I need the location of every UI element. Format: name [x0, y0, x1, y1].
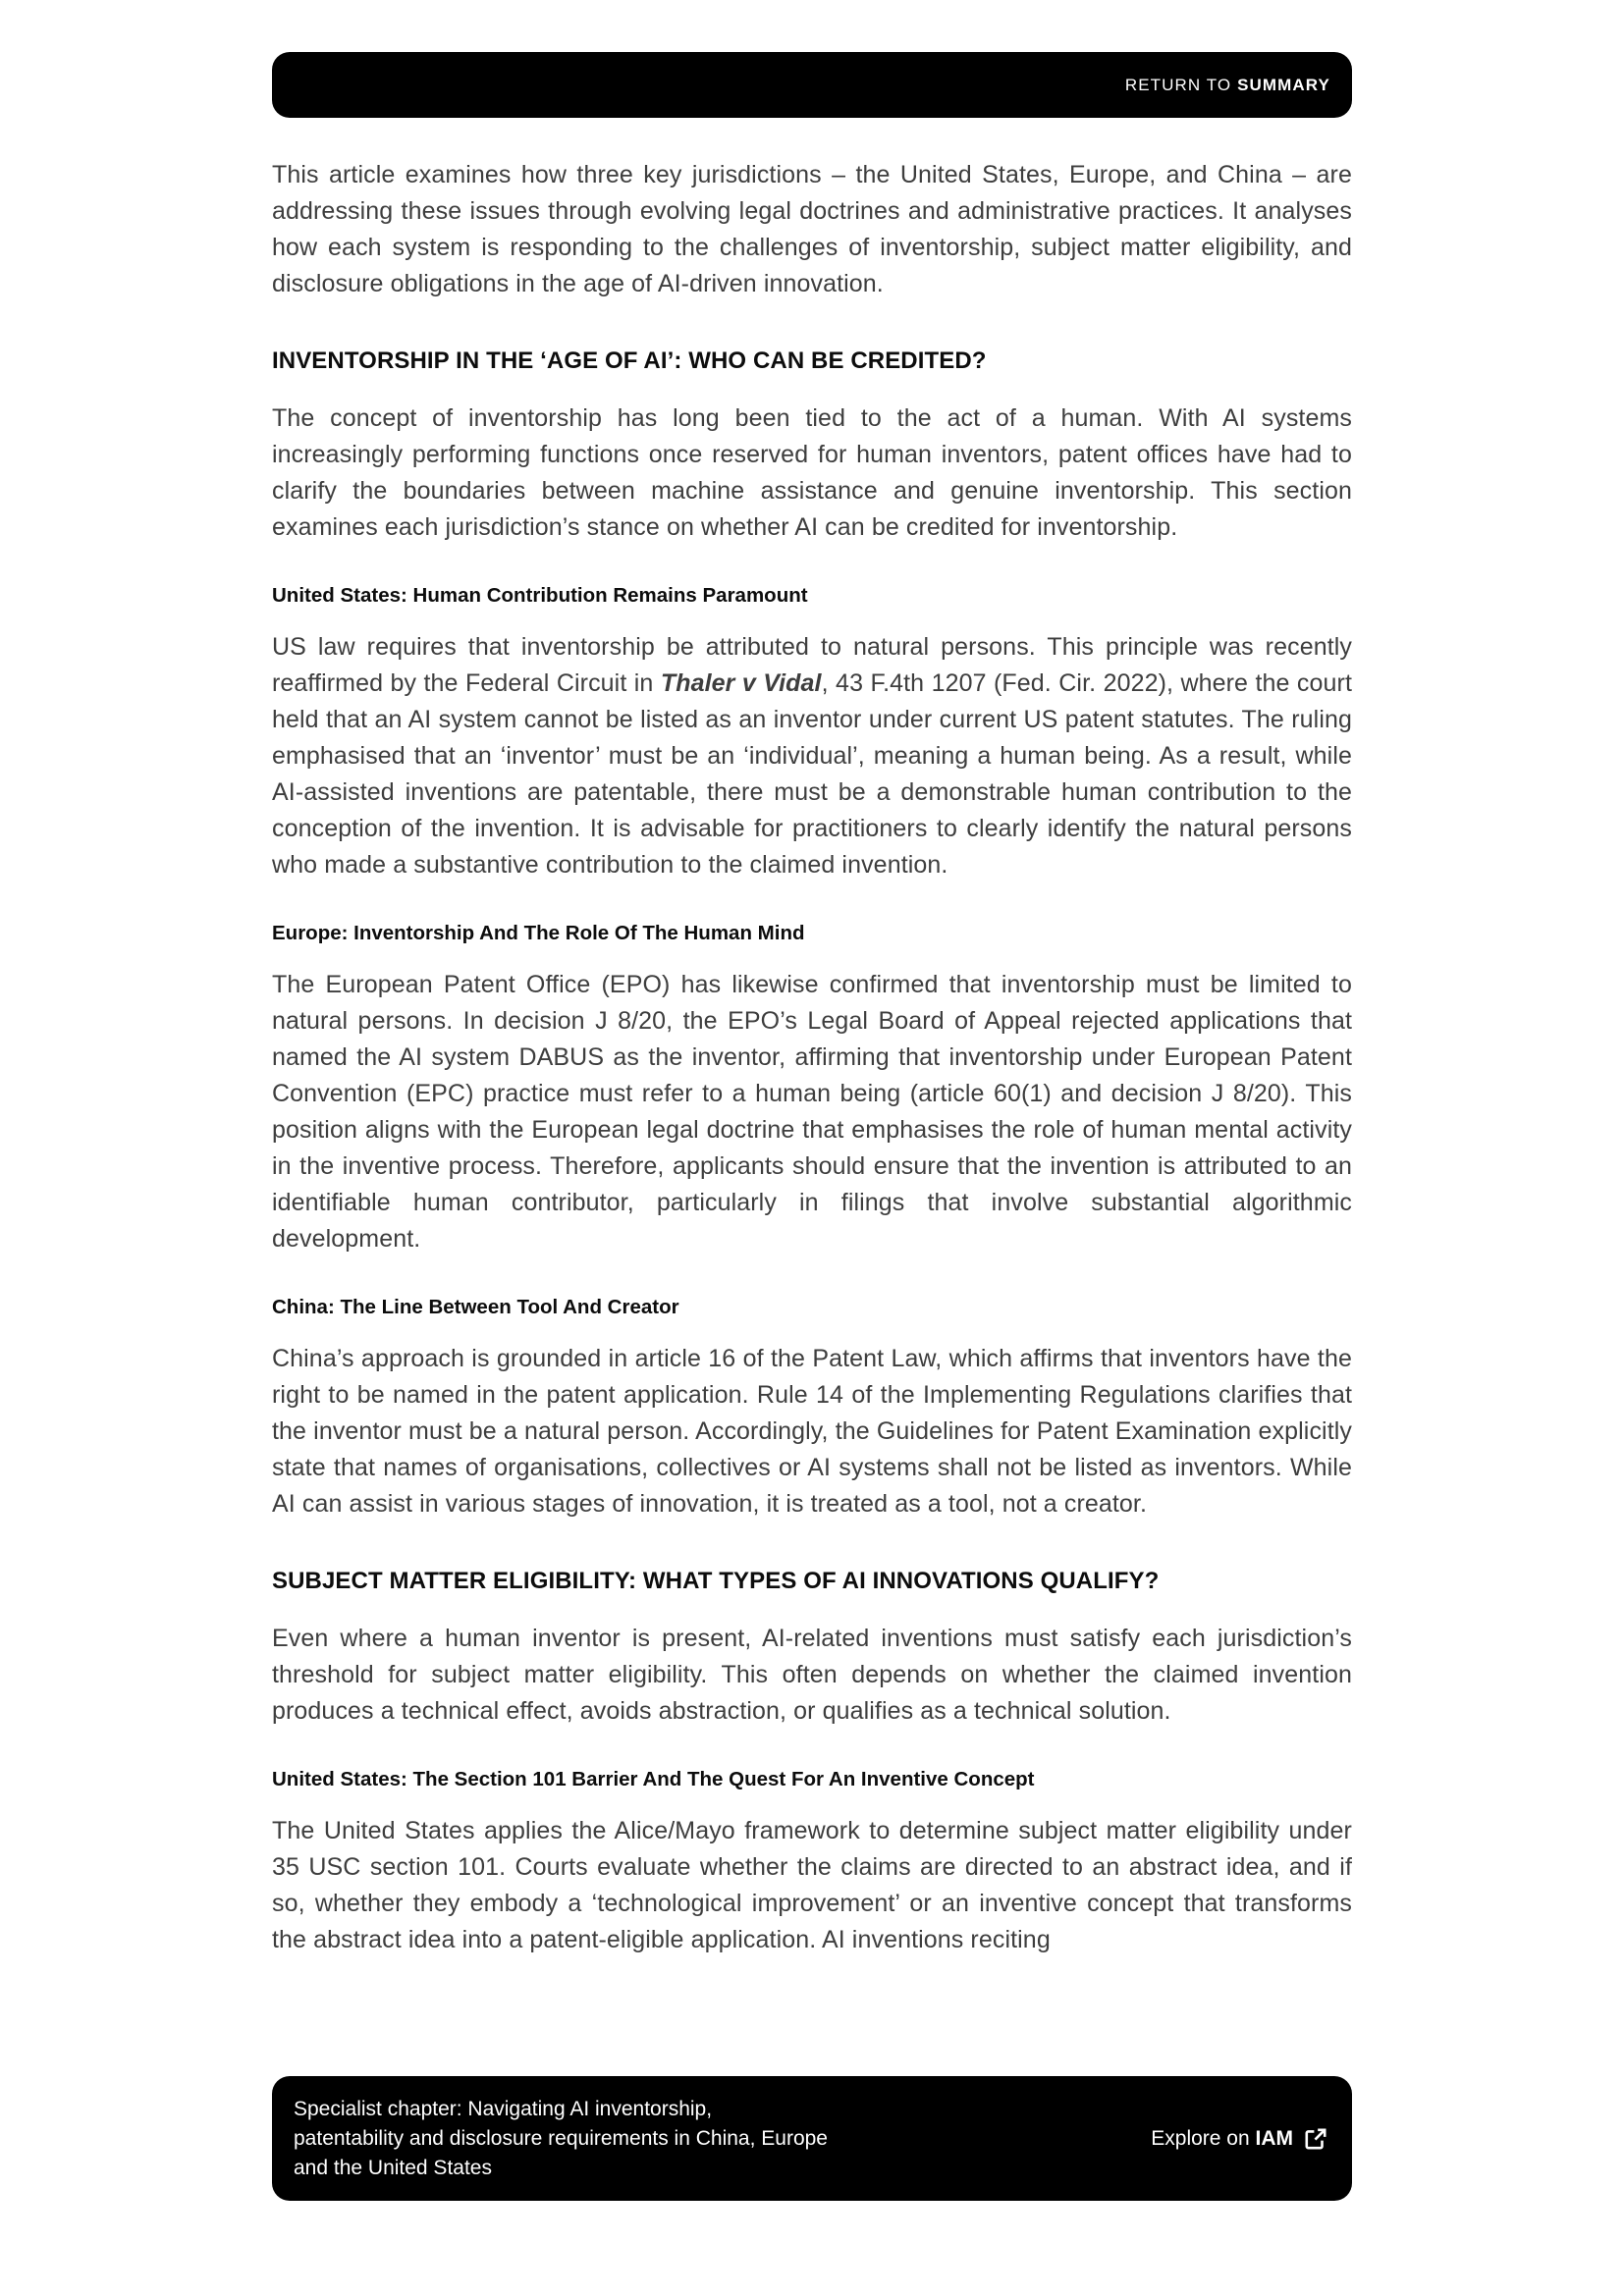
subheading-europe-human-mind: Europe: Inventorship And The Role Of The Human Mind [272, 922, 805, 944]
return-to-summary-label [1125, 76, 1330, 95]
us-paragraph-before-case: US law requires that inventorship be attributed to natural persons. This principle was recently reaffirmed by the Federal Circuit in [272, 633, 1352, 697]
section-heading-inventorship: INVENTORSHIP IN THE ‘AGE OF AI’: WHO CAN BE CREDITED? [272, 347, 987, 374]
us-paragraph-after-case: , 43 F.4th 1207 (Fed. Cir. 2022), where the court held that an AI system cannot be listed as an inventor under current US patent statutes. The ruling emphasised that an ‘inventor’ must be an ‘individual’, meaning a human being. As a result, while AI-assisted inventions are patentable, there must be a demonstrable human contribution to the conception of the invention. It is advisable for practitioners to clearly identify the natural persons who made a substantive contribution to the claimed invention. [272, 669, 1352, 879]
subheading-us-section-101: United States: The Section 101 Barrier And The Quest For An Inventive Concept [272, 1768, 1035, 1790]
case-citation-thaler-v-vidal: Thaler v Vidal [660, 669, 822, 697]
subject-matter-lead-paragraph: Even where a human inventor is present, AI-related inventions must satisfy each jurisdiction’s threshold for subject matter eligibility. This often depends on whether the claimed invention produces a technical effect, avoids abstraction, or qualifies as a technical solution. [272, 1625, 1352, 1725]
external-link-icon [1303, 2126, 1328, 2152]
explore-on-text: Explore on [1151, 2126, 1256, 2150]
subheading-us-contribution: United States: Human Contribution Remains Paramount [272, 584, 808, 607]
chapter-title-line: and the United States [294, 2156, 492, 2179]
chapter-title [294, 2095, 828, 2183]
inventorship-lead-paragraph: The concept of inventorship has long been tied to the act of a human. With AI systems increasingly performing functions once reserved for human inventors, patent offices have had to clarify the boundaries between machine assistance and genuine inventorship. This section examines each jurisdiction’s stance on whether AI can be credited for inventorship. [272, 404, 1352, 541]
chapter-title-line: patentability and disclosure requirements in China, Europe [294, 2126, 828, 2150]
summary-text: SUMMARY [1237, 75, 1330, 94]
footer-bar [272, 2076, 1352, 2201]
iam-brand-text: IAM [1255, 2126, 1293, 2150]
return-to-text: RETURN TO [1124, 75, 1238, 94]
europe-paragraph: The European Patent Office (EPO) has likewise confirmed that inventorship must be limited to natural persons. In decision J 8/20, the EPO’s Legal Board of Appeal rejected applications that named the AI system DABUS as the inventor, affirming that inventorship under European Patent Convention (EPC) practice must refer to a human being (article 60(1) and decision J 8/20). This position aligns with the European legal doctrine that emphasises the role of human mental activity in the inventive process. Therefore, applicants should ensure that the invention is attributed to an identifiable human contributor, particularly in filings that involve substantial algorithmic development. [272, 971, 1352, 1253]
return-to-summary-button[interactable] [272, 52, 1352, 118]
section-heading-subject-matter: SUBJECT MATTER ELIGIBILITY: WHAT TYPES OF AI INNOVATIONS QUALIFY? [272, 1568, 1160, 1594]
china-paragraph: China’s approach is grounded in article 16 of the Patent Law, which affirms that inventors have the right to be named in the patent application. Rule 14 of the Implementing Regulations clarifies that the inventor must be a natural person. Accordingly, the Guidelines for Patent Examination explicitly state that names of organisations, collectives or AI systems shall not be listed as inventors. While AI can assist in various stages of innovation, it is treated as a tool, not a creator. [272, 1345, 1352, 1518]
chapter-title-line: Specialist chapter: Navigating AI inventorship, [294, 2097, 713, 2120]
intro-paragraph: This article examines how three key jurisdictions – the United States, Europe, and China – are addressing these issues through evolving legal doctrines and administrative practices. It analyses how each system is responding to the challenges of inventorship, subject matter eligibility, and disclosure obligations in the age of AI-driven innovation. [272, 161, 1352, 297]
us-section-101-paragraph: The United States applies the Alice/Mayo framework to determine subject matter eligibility under 35 USC section 101. Courts evaluate whether the claims are directed to an abstract idea, and if so, whether they embody a ‘technological improvement’ or an inventive concept that transforms the abstract idea into a patent-eligible application. AI inventions reciting [272, 1817, 1352, 1953]
us-contribution-paragraph [272, 629, 1352, 883]
subheading-china-tool-creator: China: The Line Between Tool And Creator [272, 1296, 679, 1318]
explore-on-iam-link[interactable] [1151, 2126, 1328, 2152]
article-body [272, 157, 1352, 1958]
